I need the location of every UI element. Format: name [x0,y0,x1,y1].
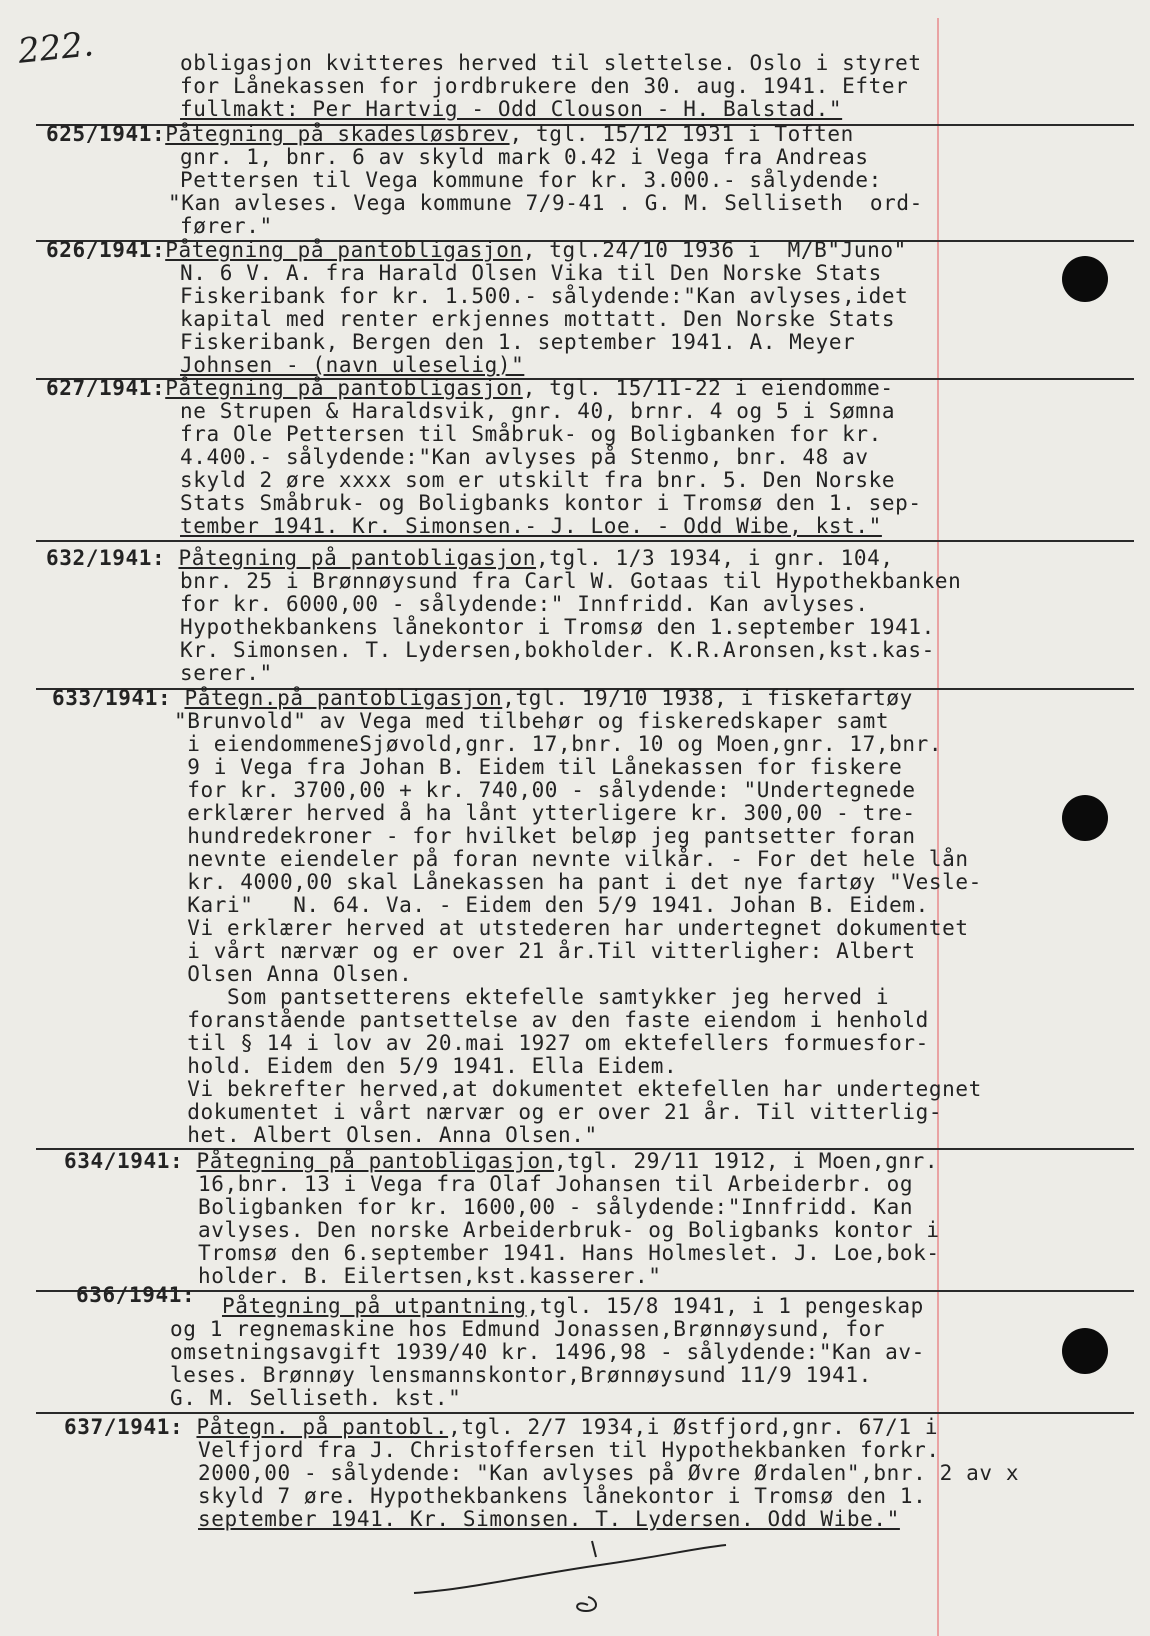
entry-line: 2000,00 - sålydende: "Kan avlyses på Øvre Ørdalen",bnr. 2 av x [198,1461,1020,1485]
entry-line: Kari" N. 64. Va. - Eidem den 5/9 1941. Johan B. Eidem. [174,893,929,917]
entry-line: dokumentet i vårt nærvær og er over 21 år. Til vitterlig- [174,1100,943,1124]
entry-line: bnr. 25 i Brønnøysund fra Carl W. Gotaas til Hypothekbanken [180,569,962,593]
entry-636-number-line [76,1284,195,1307]
entry-line: "Brunvold" av Vega med tilbehør og fiskeredskaper samt [174,709,890,733]
entry-heading: Påtegning på pantobligasjon [165,238,523,262]
entry-line: skyld 7 øre. Hypothekbankens lånekontor i Tromsø den 1. [198,1484,927,1508]
entry-line: til § 14 i lov av 20.mai 1927 om ektefellers formuesfor- [174,1031,929,1055]
entry-heading: Påtegn. på pantobl. [196,1415,449,1439]
entry-number: 627/1941: [46,376,166,400]
entry-number: 637/1941: [64,1415,184,1439]
entry-line: september 1941. Kr. Simonsen. T. Lydersen. Odd Wibe." [198,1507,900,1531]
punch-hole [1062,256,1108,302]
entry-line: Kr. Simonsen. T. Lydersen,bokholder. K.R.Aronsen,kst.kas- [180,638,935,662]
entry-line: Boligbanken for kr. 1600,00 - sålydende:"Innfridd. Kan [198,1195,914,1219]
entry-line: og 1 regnemaskine hos Edmund Jonassen,Brønnøysund, for [170,1317,886,1341]
entry-line: N. 6 V. A. fra Harald Olsen Vika til Den Norske Stats [180,261,882,285]
entry-line: Vi erklærer herved at utstederen har undertegnet dokumentet [174,916,969,940]
entry-line: holder. B. Eilertsen,kst.kasserer." [198,1264,662,1288]
entry-text: ,tgl. 29/11 1912, i Moen,gnr. [554,1149,939,1173]
entry-line: fører." [180,214,273,238]
entry-line: 4.400.- sålydende:"Kan avlyses på Stenmo, bnr. 48 av [180,445,869,469]
entry-line: het. Albert Olsen. Anna Olsen." [174,1123,598,1147]
entry-number: 625/1941: [46,122,166,146]
entry-line: Fiskeribank for kr. 1.500.- sålydende:"Kan avlyses,idet [180,284,909,308]
entry-line: Fiskeribank, Bergen den 1. september 1941. A. Meyer [180,330,856,354]
page-number: 222. [16,24,96,72]
entry-divider [36,1290,1134,1292]
entry-line: tember 1941. Kr. Simonsen.- J. Loe. - Odd Wibe, kst." [180,514,882,538]
entry-line: leses. Brønnøy lensmannskontor,Brønnøysund 11/9 1941. [170,1363,872,1387]
entry-line: Pettersen til Vega kommune for kr. 3.000.- sålydende: [180,168,882,192]
entry-line: erklærer herved å ha lånt ytterligere kr. 300,00 - tre- [174,801,916,825]
entry-636-first-line [222,1295,924,1318]
entry-line: hold. Eidem den 5/9 1941. Ella Eidem. [174,1054,678,1078]
entry-heading: Påtegning på pantobligasjon [178,546,537,570]
entry-627-first-line [46,377,894,400]
entry-line: omsetningsavgift 1939/40 kr. 1496,98 - sålydende:"Kan av- [170,1340,925,1364]
entry-text: ,tgl. 2/7 1934,i Østfjord,gnr. 67/1 i [448,1415,939,1439]
entry-text: ,tgl. 19/10 1938, i fiskefartøy [502,686,913,710]
entry-line: skyld 2 øre xxxx som er utskilt fra bnr. 5. Den Norske [180,468,896,492]
entry-line: Stats Småbruk- og Boligbanks kontor i Tromsø den 1. sep- [180,491,922,515]
entry-line: kapital med renter erkjennes mottatt. Den Norske Stats [180,307,896,331]
entry-text: ,tgl. 15/8 1941, i 1 pengeskap [526,1294,924,1318]
intro-line: fullmakt: Per Hartvig - Odd Clouson - H. Balstad." [180,97,843,121]
closing-flourish [410,1535,740,1615]
entry-line: kr. 4000,00 skal Lånekassen ha pant i det nye fartøy "Vesle- [174,870,982,894]
entry-line: ne Strupen & Haraldsvik, gnr. 40, brnr. 4 og 5 i Sømna [180,399,896,423]
entry-line: Vi bekrefter herved,at dokumentet ektefellen har undertegnet [174,1077,982,1101]
entry-number: 634/1941: [64,1149,184,1173]
entry-633-first-line [52,687,913,710]
entry-line: for kr. 3700,00 + kr. 740,00 - sålydende: "Undertegnede [174,778,916,802]
entry-line: Johnsen - (navn uleselig)" [180,353,525,377]
entry-number: 636/1941: [76,1283,196,1307]
entry-line: Tromsø den 6.september 1941. Hans Holmeslet. J. Loe,bok- [198,1241,940,1265]
entry-line: Olsen Anna Olsen. [174,962,413,986]
entry-text: , tgl. 15/12 1931 i Toften [509,122,854,146]
intro-line: for Lånekassen for jordbrukere den 30. aug. 1941. Efter [180,74,909,98]
entry-637-first-line [64,1416,938,1439]
entry-line: Velfjord fra J. Christoffersen til Hypothekbanken forkr. [198,1438,940,1462]
entry-number: 632/1941: [46,546,166,570]
entry-line: avlyses. Den norske Arbeiderbruk- og Boligbanks kontor i [198,1218,940,1242]
punch-hole [1062,795,1108,841]
intro-line: obligasjon kvitteres herved til slettelse. Oslo i styret [180,51,922,75]
entry-634-first-line [64,1150,938,1173]
entry-line: 9 i Vega fra Johan B. Eidem til Lånekassen for fiskere [174,755,903,779]
entry-heading: Påtegning på pantobligasjon [165,376,523,400]
entry-626-first-line [46,239,907,262]
entry-heading: Påtegn.på pantobligasjon [184,686,503,710]
entry-line: G. M. Selliseth. kst." [170,1386,462,1410]
entry-line: 16,bnr. 13 i Vega fra Olaf Johansen til Arbeiderbr. og [198,1172,914,1196]
entry-line: foranstående pantsettelse av den faste eiendom i henhold [174,1008,929,1032]
entry-line: i eiendommeneSjøvold,gnr. 17,bnr. 10 og Moen,gnr. 17,bnr. [174,732,943,756]
entry-line: serer." [180,661,273,685]
entry-line: nevnte eiendeler på foran nevnte vilkår. - For det hele lån [174,847,969,871]
entry-line: hundredekroner - for hvilket beløp jeg pantsetter foran [174,824,916,848]
entry-number: 626/1941: [46,238,166,262]
entry-heading: Påtegning på skadesløsbrev [165,122,510,146]
entry-line: for kr. 6000,00 - sålydende:" Innfridd. Kan avlyses. [180,592,869,616]
entry-line: Hypothekbankens lånekontor i Tromsø den 1.september 1941. [180,615,935,639]
entry-line: gnr. 1, bnr. 6 av skyld mark 0.42 i Vega fra Andreas [180,145,869,169]
entry-heading: Påtegning på utpantning [222,1294,527,1318]
margin-line [937,18,939,1636]
entry-line: Som pantsetterens ektefelle samtykker jeg herved i [174,985,890,1009]
entry-line: i vårt nærvær og er over 21 år.Til vitterligher: Albert [174,939,916,963]
entry-divider [36,540,1134,542]
entry-text: , tgl.24/10 1936 i M/B"Juno" [522,238,907,262]
entry-divider [36,1412,1134,1414]
punch-hole [1062,1328,1108,1374]
entry-625-first-line [46,123,854,146]
entry-line: "Kan avleses. Vega kommune 7/9-41 . G. M. Selliseth ord- [168,191,923,215]
entry-632-first-line [46,547,894,570]
entry-text: ,tgl. 1/3 1934, i gnr. 104, [536,546,894,570]
entry-heading: Påtegning på pantobligasjon [196,1149,555,1173]
entry-number: 633/1941: [52,686,172,710]
entry-line: fra Ole Pettersen til Småbruk- og Boligbanken for kr. [180,422,882,446]
entry-text: , tgl. 15/11-22 i eiendomme- [522,376,894,400]
